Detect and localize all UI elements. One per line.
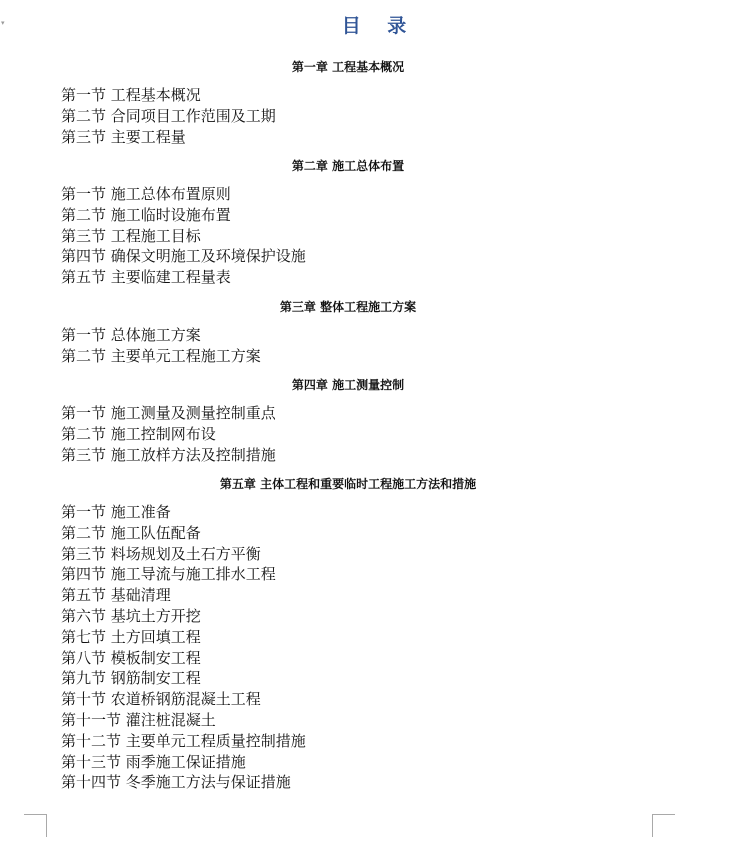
toc-entry[interactable]: 第二节 施工队伍配备 <box>61 523 201 542</box>
toc-entry[interactable]: 第十节 农道桥钢筋混凝土工程 <box>61 690 261 709</box>
toc-entry[interactable]: 第十四节 冬季施工方法与保证措施 <box>61 773 291 792</box>
toc-entry[interactable]: 第三节 料场规划及土石方平衡 <box>61 544 261 563</box>
toc-entry[interactable]: 第二节 施工控制网布设 <box>61 424 216 443</box>
toc-entry[interactable]: 第五节 主要临建工程量表 <box>61 268 231 287</box>
chapter-heading-3[interactable]: 第三章 整体工程施工方案 <box>279 300 417 314</box>
page-corner-mark-left <box>24 814 47 837</box>
toc-entry[interactable]: 第一节 总体施工方案 <box>61 326 201 344</box>
toc-entry[interactable]: 第四节 施工导流与施工排水工程 <box>61 565 276 584</box>
toc-entry[interactable]: 第一节 施工测量及测量控制重点 <box>61 404 276 422</box>
toc-entry[interactable]: 第六节 基坑土方开挖 <box>61 606 201 625</box>
toc-entry[interactable]: 第二节 合同项目工作范围及工期 <box>61 106 276 125</box>
toc-entry[interactable]: 第八节 模板制安工程 <box>61 648 201 667</box>
toc-entry[interactable]: 第九节 钢筋制安工程 <box>61 669 201 688</box>
page-corner-mark-right <box>652 814 675 837</box>
toc-entry[interactable]: 第二节 施工临时设施布置 <box>61 205 231 224</box>
toc-title: 目 录 <box>341 15 417 37</box>
toc-entry[interactable]: 第三节 施工放样方法及控制措施 <box>61 445 276 464</box>
chapter-heading-2[interactable]: 第二章 施工总体布置 <box>291 159 405 173</box>
collapse-triangle-icon[interactable]: ▾ <box>1 19 5 27</box>
chapter-heading-1[interactable]: 第一章 工程基本概况 <box>291 60 405 74</box>
toc-entry[interactable]: 第一节 工程基本概况 <box>61 86 201 104</box>
toc-entry[interactable]: 第四节 确保文明施工及环境保护设施 <box>61 247 306 266</box>
toc-entry[interactable]: 第十一节 灌注桩混凝土 <box>61 710 216 729</box>
toc-entry[interactable]: 第十二节 主要单元工程质量控制措施 <box>61 731 306 750</box>
toc-entry[interactable]: 第一节 施工准备 <box>61 503 171 521</box>
chapter-heading-4[interactable]: 第四章 施工测量控制 <box>291 378 405 392</box>
chapter-4-sections <box>61 403 276 465</box>
toc-entry[interactable]: 第十三节 雨季施工保证措施 <box>61 752 246 771</box>
toc-entry[interactable]: 第三节 工程施工目标 <box>61 226 201 245</box>
toc-entry[interactable]: 第一节 施工总体布置原则 <box>61 185 231 203</box>
chapter-2-sections <box>61 184 306 288</box>
chapter-5-sections <box>61 502 306 793</box>
toc-entry[interactable]: 第五节 基础清理 <box>61 586 171 605</box>
toc-entry[interactable]: 第七节 土方回填工程 <box>61 627 201 646</box>
toc-entry[interactable]: 第三节 主要工程量 <box>61 127 186 146</box>
toc-entry[interactable]: 第二节 主要单元工程施工方案 <box>61 346 261 365</box>
chapter-3-sections <box>61 325 261 367</box>
chapter-1-sections <box>61 85 276 147</box>
chapter-heading-5[interactable]: 第五章 主体工程和重要临时工程施工方法和措施 <box>219 477 477 491</box>
